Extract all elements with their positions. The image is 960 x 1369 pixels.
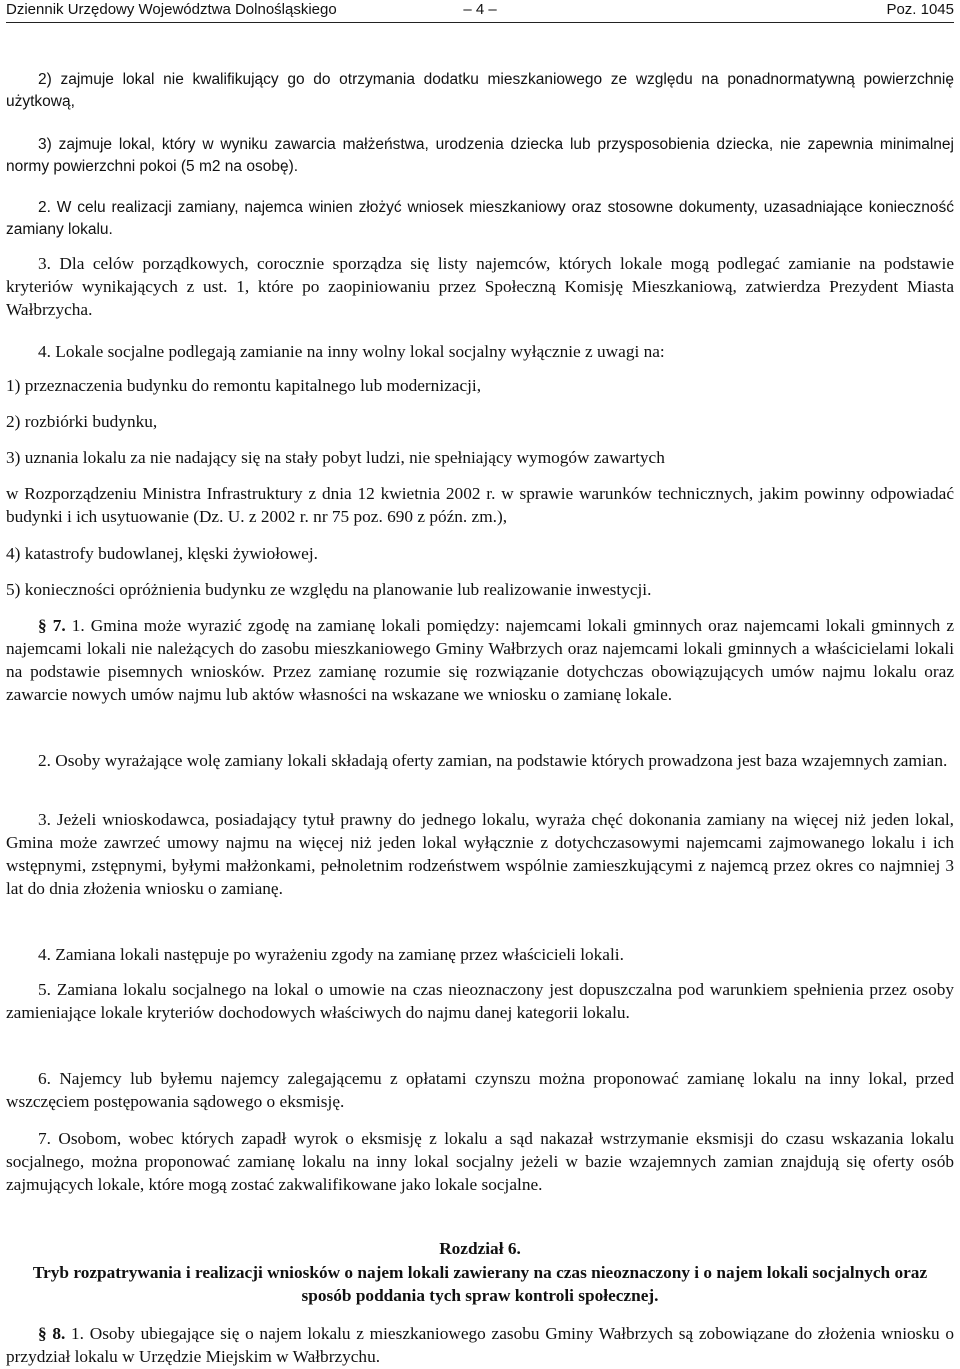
section-8-marker: § 8. [38, 1324, 66, 1343]
list-item-unfit-for-living: 3) uznania lokalu za nie nadający się na stały pobyt ludzi, nie spełniający wymogów zawartych [6, 448, 665, 467]
paragraph-7-7-eviction: 7. Osobom, wobec których zapadł wyrok o eksmisję z lokalu a sąd nakazał wstrzymanie eksmisji do czasu wskazania lokalu socjalnego, można proponować zamianę lokalu na inny lokal socjalny jeżeli w bazie wzajemnych zamian znajdują się oferty osób zajmujących lokale, które mogą zostać zakwalifikowane jako lokale socjalne. [6, 1129, 954, 1194]
chapter-subtitle: Tryb rozpatrywania i realizacji wniosków o najem lokali zawierany na czas nieoznaczony i o najem lokali socjalnych oraz sposób poddania tych spraw kontroli społecznej. [32, 1263, 928, 1305]
position-number: Poz. 1045 [886, 1, 954, 18]
chapter-title: Rozdział 6. [439, 1239, 521, 1258]
list-item-regulation-reference: w Rozporządzeniu Ministra Infrastruktury z dnia 12 kwietnia 2002 r. w sprawie warunków technicznych, jakim powinny odpowiadać budynki i ich usytuowanie (Dz. U. z 2002 r. nr 75 poz. 690 z późn. zm.), [6, 484, 954, 526]
page-number: – 4 – [463, 1, 497, 18]
journal-title: Dziennik Urzędowy Województwa Dolnośląskiego [6, 1, 337, 18]
list-item-disaster: 4) katastrofy budowlanej, klęski żywiołowej. [6, 544, 318, 563]
paragraph-8-1-application: § 8. 1. Osoby ubiegające się o najem lokalu z mieszkaniowego zasobu Gminy Wałbrzych są zobowiązane do złożenia wniosku o przydział lokalu w Urzędzie Miejskim w Wałbrzychu. [6, 1324, 955, 1366]
paragraph-7-1-exchange-consent: § 7. 1. Gmina może wyrazić zgodę na zamianę lokali pomiędzy: najemcami lokali gminnych oraz najemcami lokali gminnych z najemcami lokali nie należących do zasobu mieszkaniowego Gminy Wałbrzych oraz najemcami lokali gminnych a właścicielami lokali na podstawie pisemnych wniosków. Przez zamianę rozumie się rozwiązanie dotychczas obowiązujących umów najmu lokalu oraz zawarcie nowych umów najmu lub aktów własności na wskazane we wniosku o zamianę lokale. [6, 616, 954, 704]
list-item-demolition: 2) rozbiórki budynku, [6, 412, 158, 431]
paragraph-7-2-offers: 2. Osoby wyrażające wolę zamiany lokali składają oferty zamian, na podstawie których prowadzona jest baza wzajemnych zamian. [38, 751, 948, 770]
list-item-investment: 5) konieczności opróżnienia budynku ze względu na planowanie lub realizowanie inwestycji. [6, 580, 652, 599]
paragraph-7-4-owner-consent: 4. Zamiana lokali następuje po wyrażeniu zgody na zamianę przez właścicieli lokali. [38, 945, 624, 964]
paragraph-social-units-exchange: 4. Lokale socjalne podlegają zamianie na inny wolny lokal socjalny wyłącznie z uwagi na: [38, 342, 665, 361]
page-header [6, 0, 954, 23]
section-7-marker: § 7. [38, 616, 66, 635]
paragraph-7-3-multiple-units: 3. Jeżeli wnioskodawca, posiadający tytuł prawny do jednego lokalu, wyraża chęć dokonania zamiany na więcej niż jeden lokal, Gmina może zawrzeć umowy najmu na więcej niż jeden lokal wyłącznie z dotychczasowymi najemcami zajmowanego lokalu i ich wstępnymi, zstępnymi, byłymi małżonkami, pełnoletnim rodzeństwem wspólnie zamieszkującymi z najemcą przez okres co najmniej 3 lat do dnia złożenia wniosku o zamianę. [6, 810, 954, 898]
list-item-renovation: 1) przeznaczenia budynku do remontu kapitalnego lub modernizacji, [6, 376, 482, 395]
paragraph-exchange-application: 2. W celu realizacji zamiany, najemca winien złożyć wniosek mieszkaniowy oraz stosowne dokumenty, uzasadniające konieczność zamiany lokalu. [6, 199, 954, 238]
item-3-min-area-norm: 3) zajmuje lokal, który w wyniku zawarcia małżeństwa, urodzenia dziecka lub przysposobienia dziecka, nie zapewnia minimalnej normy powierzchni pokoi (5 m2 na osobę). [6, 136, 954, 175]
paragraph-7-5-income-criteria: 5. Zamiana lokalu socjalnego na lokal o umowie na czas nieoznaczony jest dopuszczalna pod warunkiem spełnienia przez osoby zamieniające lokale kryteriów dochodowych właściwych do najmu danej kategorii lokalu. [6, 980, 954, 1022]
paragraph-tenant-lists: 3. Dla celów porządkowych, corocznie sporządza się listy najemców, których lokale mogą podlegać zamianie na podstawie kryteriów wynikających z ust. 1, które po zaopiniowaniu przez Społeczną Komisję Mieszkaniową, zatwierdza Prezydent Miasta Wałbrzycha. [6, 254, 954, 319]
paragraph-7-6-arrears: 6. Najemcy lub byłemu najemcy zalegającemu z opłatami czynszu można proponować zamianę lokalu na inny lokal, przed wszczęciem postępowania sądowego o eksmisję. [6, 1069, 954, 1111]
item-2-oversized-area: 2) zajmuje lokal nie kwalifikujący go do otrzymania dodatku mieszkaniowego ze względu na ponadnormatywną powierzchnię użytkową, [6, 71, 954, 110]
